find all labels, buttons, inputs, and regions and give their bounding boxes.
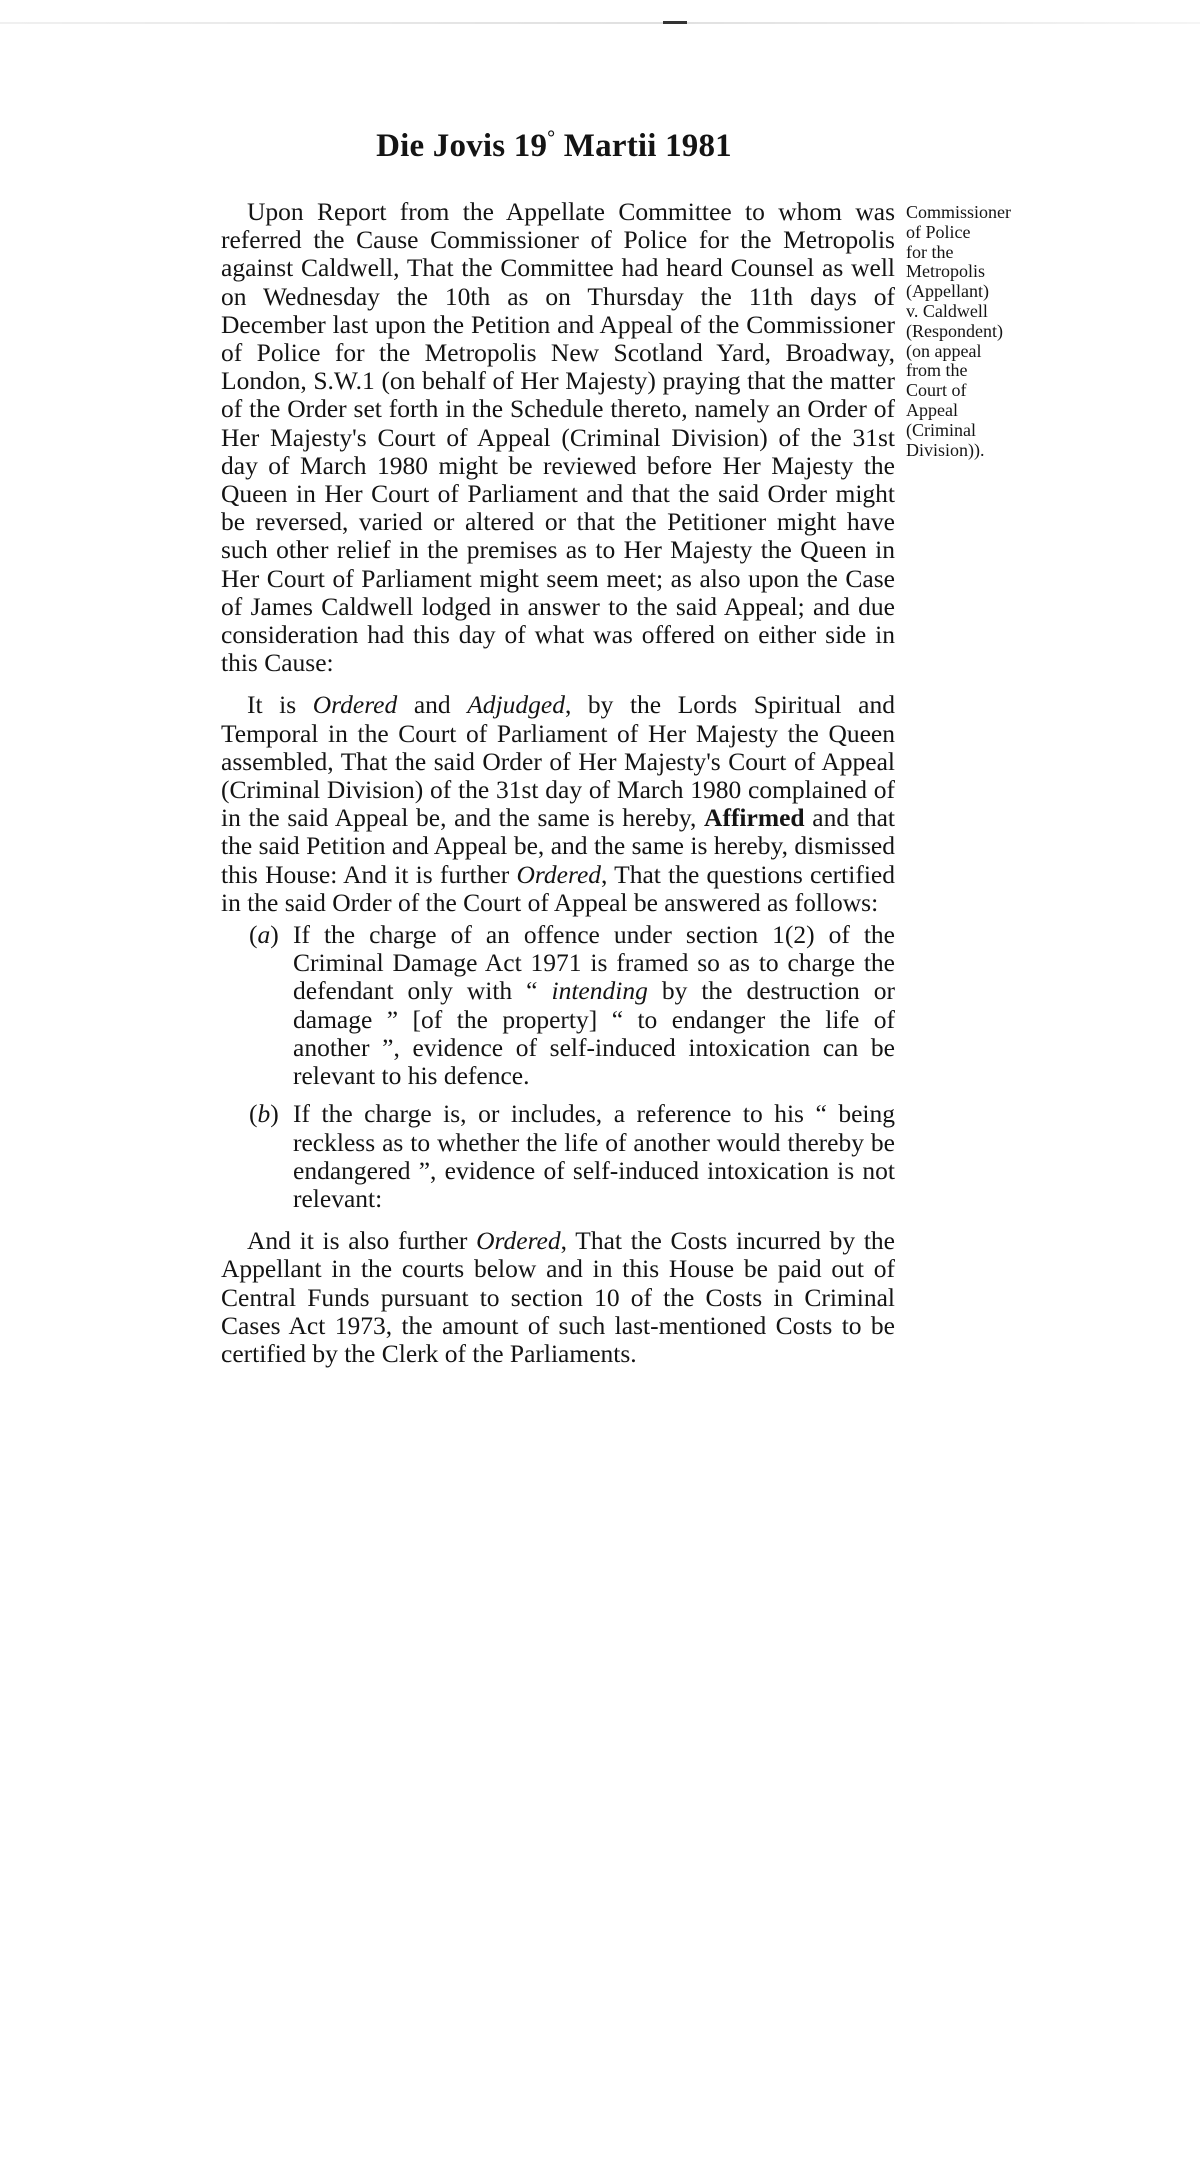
side-note-line: for the	[906, 241, 954, 262]
side-note-line: of Police	[906, 221, 971, 242]
judgment-body	[221, 198, 895, 1368]
order-adjudged: Adjudged	[467, 690, 565, 720]
side-note-line: Commissioner	[906, 202, 1012, 222]
answer-item-b	[249, 1100, 895, 1213]
title-suffix: Martii 1981	[555, 128, 732, 164]
costs-paragraph	[221, 1227, 895, 1368]
costs-text-1: And it is also further	[247, 1226, 477, 1256]
title-prefix: Die Jovis 19	[376, 128, 548, 164]
side-note-line: v. Caldwell	[906, 300, 988, 321]
order-ordered-2: Ordered	[516, 859, 602, 889]
report-paragraph: Upon Report from the Appellate Committee to whom was referred the Cause Commissioner of Police for the Metropolis against Caldwell, That the Committee had heard Counsel as well on Wednesday the 10th as on Thursday the 11th days of December last upon the Petition and Appeal of the Commissioner of Police for the Metropolis New Scotland Yard, Broadway, London, S.W.1 (on behalf of Her Majesty) praying that the matter of the Order set forth in the Schedule thereto, namely an Order of Her Majesty's Court of Appeal (Criminal Division) of the 31st day of March 1980 might be reviewed before Her Majesty the Queen in Her Court of Parliament and that the said Order might be reversed, varied or altered or that the Petitioner might have such other relief in the premises as to Her Majesty the Queen in Her Court of Parliament might seem meet; as also upon the Case of James Caldwell lodged in answer to the said Appeal; and due consideration had this day of what was offered on either side in this Cause:	[221, 197, 895, 678]
order-affirmed: Affirmed	[704, 803, 805, 833]
side-note-line: (Respondent)	[906, 320, 1003, 341]
answer-text-b: If the charge is, or includes, a reference to his “ being reckless as to whether the life of another would thereby be endangered ”, evidence of self-induced intoxication is not relevant:	[293, 1099, 895, 1213]
title-degree: °	[547, 127, 556, 149]
side-note-line: (Criminal	[906, 419, 976, 440]
order-text-1: It is	[247, 690, 313, 720]
side-note-line: Appeal	[906, 399, 958, 420]
costs-text-2: , That the Costs incurred by the Appellant in the courts below and in this House be paid out of Central Funds pursuant to section 10 of the Costs in Criminal Cases Act 1973, the amount of such last-mentioned Costs to be certified by the Clerk of the Parliaments.	[221, 1226, 895, 1368]
answer-label-a: (a)	[249, 920, 279, 950]
answer-a-text-1: If the charge of an offence under section 1(2) of the Criminal Damage Act 1971 is framed so as to charge the defendant only with “	[293, 920, 895, 1006]
order-paragraph	[221, 691, 895, 917]
order-text-3: , by the Lords Spiritual and Temporal in the Court of Parliament of Her Majesty the Queen assembled, That the said Order of Her Majesty's Court of Appeal (Criminal Division) of the 31st day of March 1980 complained of in the said Appeal be, and the same is hereby,	[221, 690, 895, 833]
case-side-note	[906, 203, 1056, 460]
answer-label-b: (b)	[249, 1099, 279, 1129]
order-text-4: and that the said Petition and Appeal be, and the same is hereby, dismissed this House: And it is further	[221, 803, 895, 889]
order-text-5: , That the questions certified in the said Order of the Court of Appeal be answered as follows:	[221, 859, 895, 917]
side-note-line: Court of	[906, 380, 967, 401]
answer-a-intending: intending	[551, 976, 648, 1006]
side-note-line: Metropolis	[906, 261, 985, 282]
side-note-line: (Appellant)	[906, 281, 989, 302]
order-ordered: Ordered	[312, 690, 398, 720]
side-note-line: Division)).	[906, 439, 985, 460]
scan-mark	[663, 21, 687, 24]
answer-a-text-2: by the destruction or damage ” [of the property] “ to endanger the life of another ”, evidence of self-induced intoxication can be relevant to his defence.	[293, 976, 895, 1091]
answer-item-a	[249, 921, 895, 1090]
costs-ordered: Ordered	[476, 1226, 561, 1256]
page-title	[220, 126, 888, 166]
answer-text-a	[293, 921, 895, 1090]
order-text-2: and	[397, 690, 468, 720]
scan-edge-line	[0, 22, 1200, 24]
side-note-line: (on appeal	[906, 340, 982, 361]
side-note-line: from the	[906, 360, 968, 381]
